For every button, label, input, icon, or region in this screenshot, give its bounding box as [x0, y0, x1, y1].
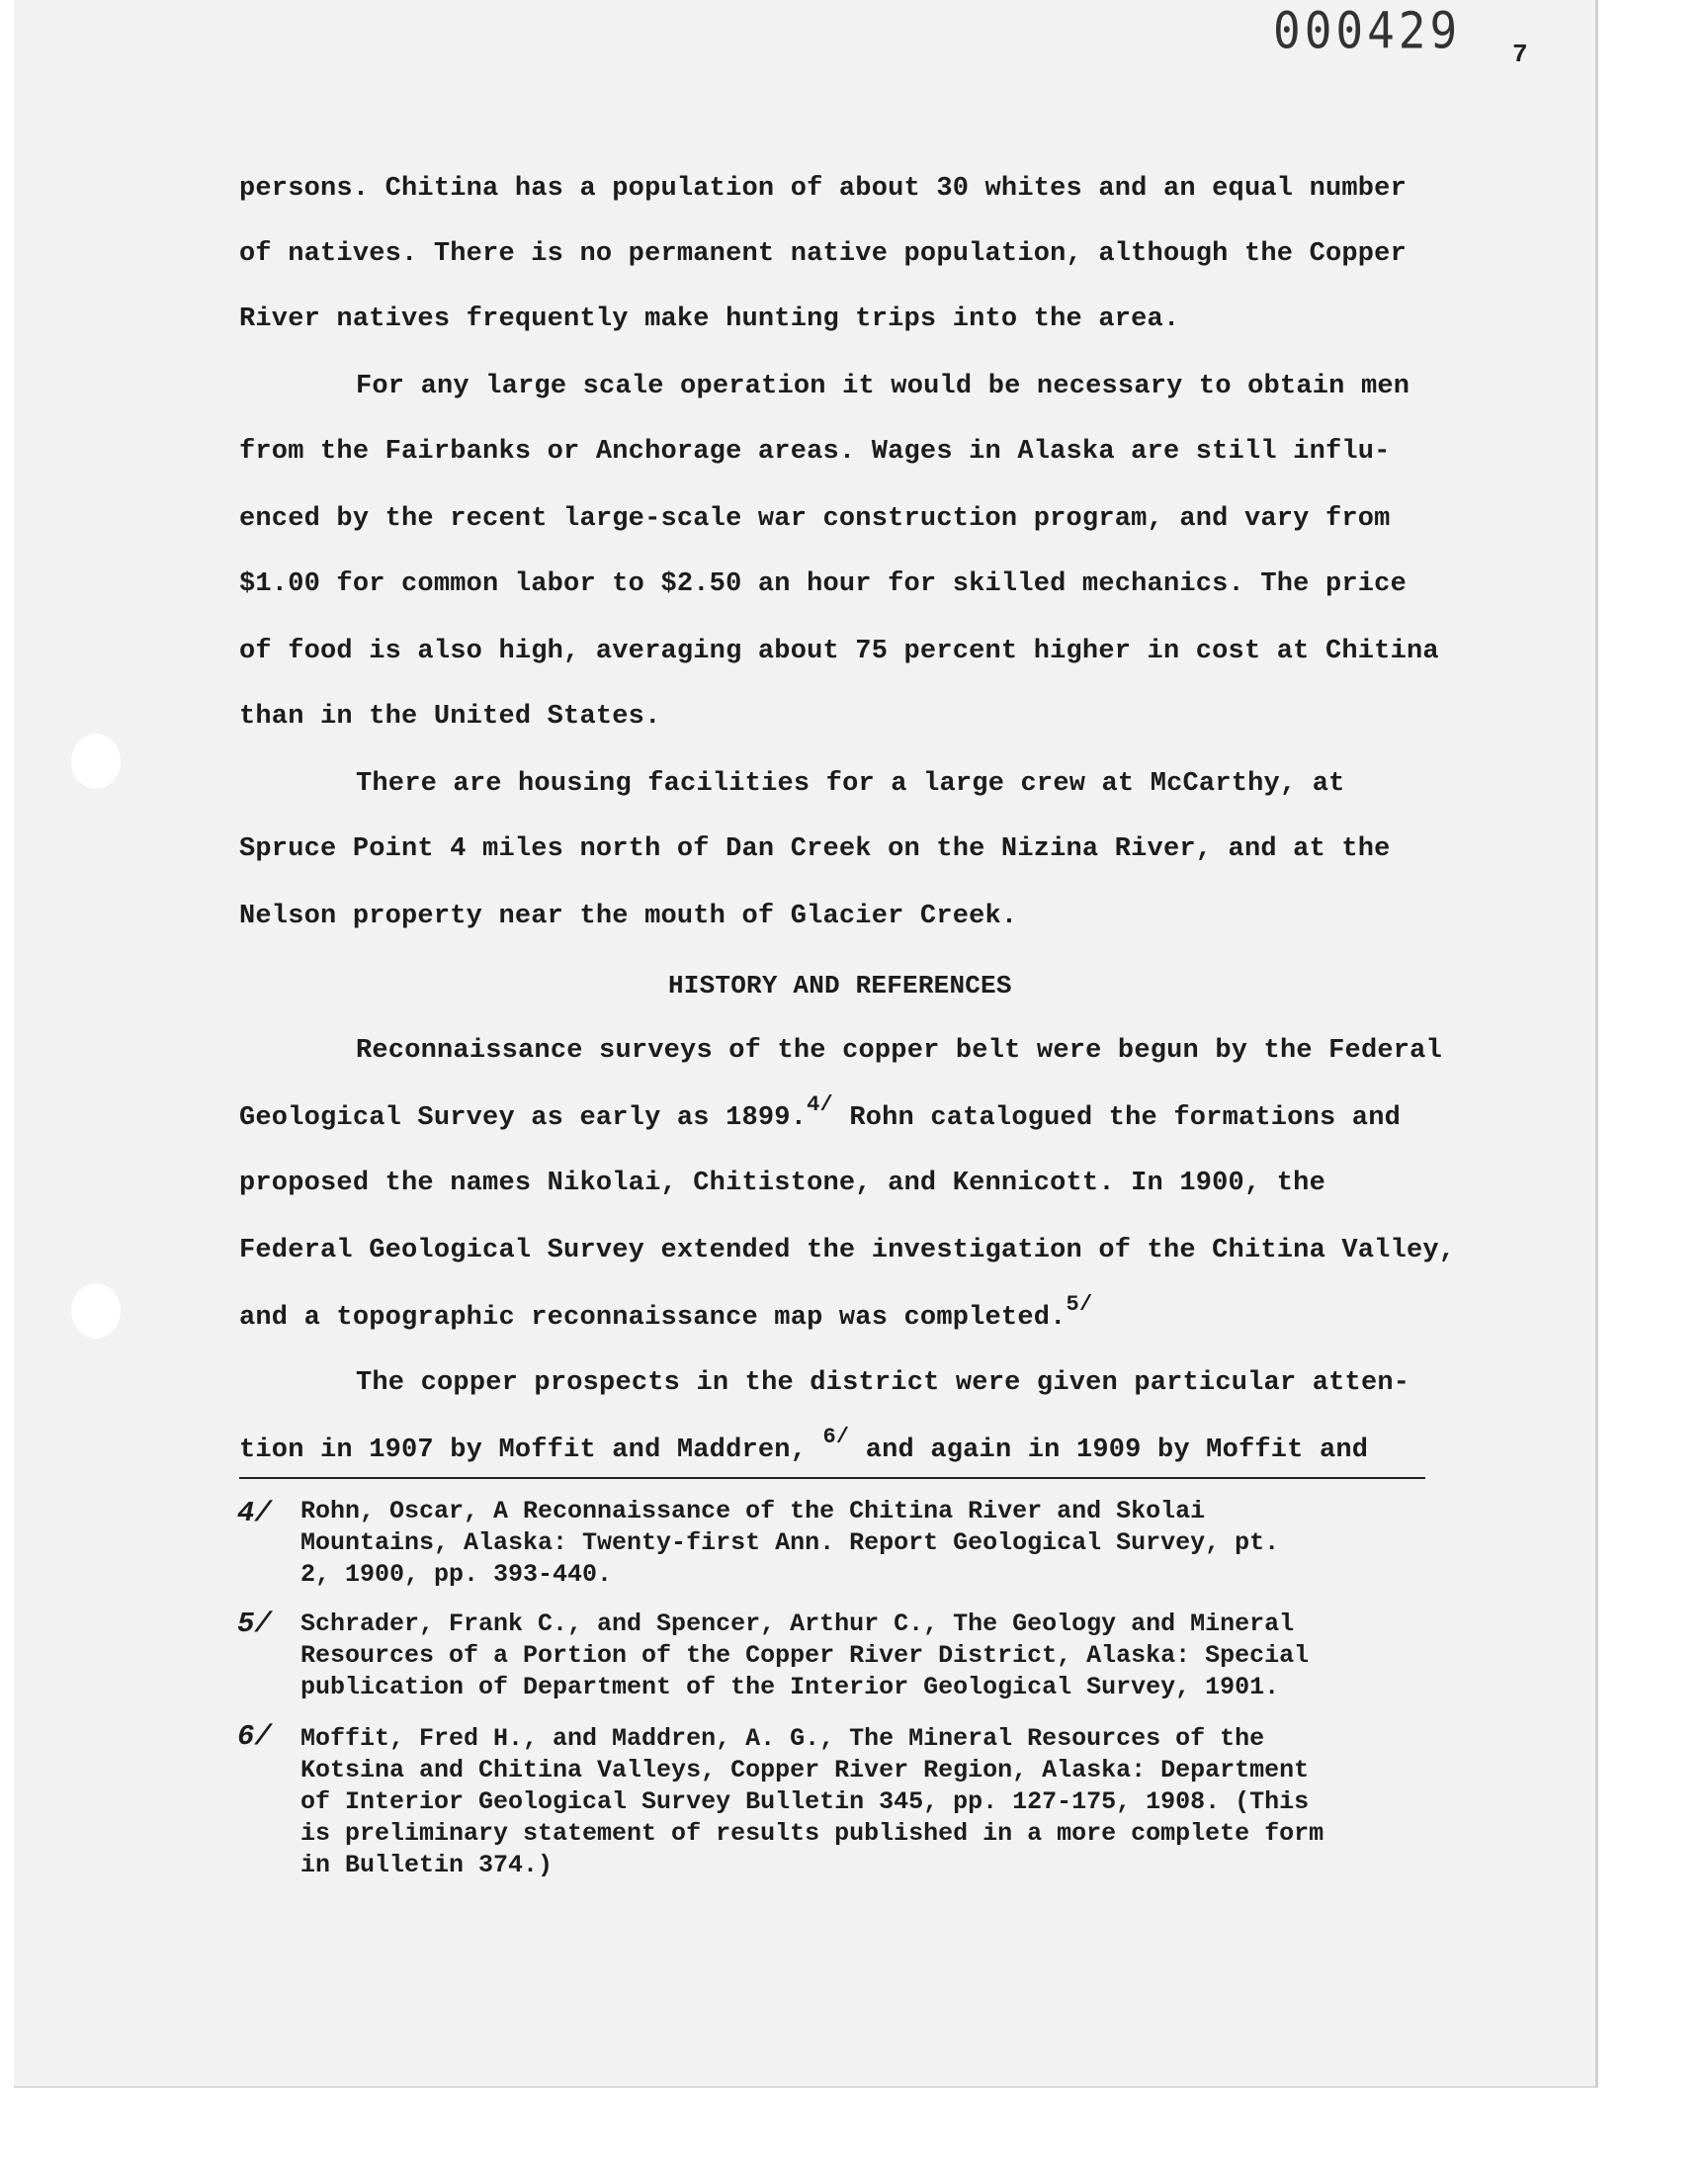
page-number: 7 [1512, 40, 1528, 69]
body-line: of food is also high, averaging about 75 percent higher in cost at Chitina [239, 637, 1439, 666]
footnote-separator [239, 1477, 1425, 1479]
footnote-number: 5/ [237, 1608, 272, 1640]
body-text: tion in 1907 by Moffit and Maddren, [239, 1436, 808, 1465]
footnote-number: 4/ [237, 1497, 272, 1529]
body-line: from the Fairbanks or Anchorage areas. Wages in Alaska are still influ- [239, 437, 1391, 467]
body-line [239, 1425, 1369, 1465]
punch-hole [71, 1283, 121, 1339]
footnote-line: Moffit, Fred H., and Maddren, A. G., The Mineral Resources of the [300, 1724, 1265, 1753]
body-text: Rohn catalogued the formations and [849, 1103, 1402, 1133]
footnote-ref: 6/ [822, 1425, 850, 1449]
body-line [239, 1292, 1093, 1333]
body-text: Geological Survey as early as 1899. [239, 1103, 808, 1133]
body-line: $1.00 for common labor to $2.50 an hour for skilled mechanics. The price [239, 569, 1407, 599]
body-line: Nelson property near the mouth of Glacier Creek. [239, 902, 1018, 931]
footnote-line: is preliminary statement of results published in a more complete form [300, 1819, 1324, 1848]
footnote-line: in Bulletin 374.) [300, 1851, 554, 1879]
body-line: The copper prospects in the district were given particular atten- [356, 1368, 1410, 1398]
footnote-line: Kotsina and Chitina Valleys, Copper River Region, Alaska: Department [300, 1756, 1310, 1784]
footnote-ref: 5/ [1066, 1292, 1093, 1317]
footnote-ref: 4/ [807, 1092, 833, 1117]
footnote-line: publication of Department of the Interior Geological Survey, 1901. [300, 1673, 1280, 1701]
body-line: Spruce Point 4 miles north of Dan Creek on the Nizina River, and at the [239, 834, 1391, 864]
body-text: and again in 1909 by Moffit and [865, 1436, 1369, 1465]
body-line: Reconnaissance surveys of the copper belt were begun by the Federal [356, 1036, 1442, 1066]
footnote-line: of Interior Geological Survey Bulletin 345, pp. 127-175, 1908. (This [300, 1787, 1310, 1816]
footnote-line: Mountains, Alaska: Twenty-first Ann. Report Geological Survey, pt. [300, 1528, 1280, 1557]
footnote-line: Resources of a Portion of the Copper River District, Alaska: Special [300, 1641, 1310, 1670]
body-text: and a topographic reconnaissance map was completed. [239, 1303, 1067, 1333]
body-line: For any large scale operation it would be necessary to obtain men [356, 372, 1410, 401]
body-line: of natives. There is no permanent native population, although the Copper [239, 239, 1407, 269]
body-line: proposed the names Nikolai, Chitistone, and Kennicott. In 1900, the [239, 1169, 1325, 1198]
body-line: enced by the recent large-scale war construction program, and vary from [239, 504, 1391, 534]
body-line: River natives frequently make hunting trips into the area. [239, 304, 1180, 334]
body-line: than in the United States. [239, 702, 661, 732]
body-line: There are housing facilities for a large crew at McCarthy, at [356, 769, 1345, 799]
body-line: persons. Chitina has a population of about 30 whites and an equal number [239, 174, 1407, 204]
section-heading: HISTORY AND REFERENCES [668, 971, 1012, 1000]
footnote-line: Schrader, Frank C., and Spencer, Arthur C., The Geology and Mineral [300, 1610, 1295, 1638]
body-line: Federal Geological Survey extended the investigation of the Chitina Valley, [239, 1236, 1456, 1265]
footnote-line: Rohn, Oscar, A Reconnaissance of the Chitina River and Skolai [300, 1497, 1206, 1525]
punch-hole [71, 734, 121, 789]
footnote-line: 2, 1900, pp. 393-440. [300, 1560, 613, 1589]
footnote-number: 6/ [237, 1720, 272, 1753]
body-line [239, 1092, 1402, 1133]
document-stamp-number: 000429 [1273, 1, 1462, 60]
